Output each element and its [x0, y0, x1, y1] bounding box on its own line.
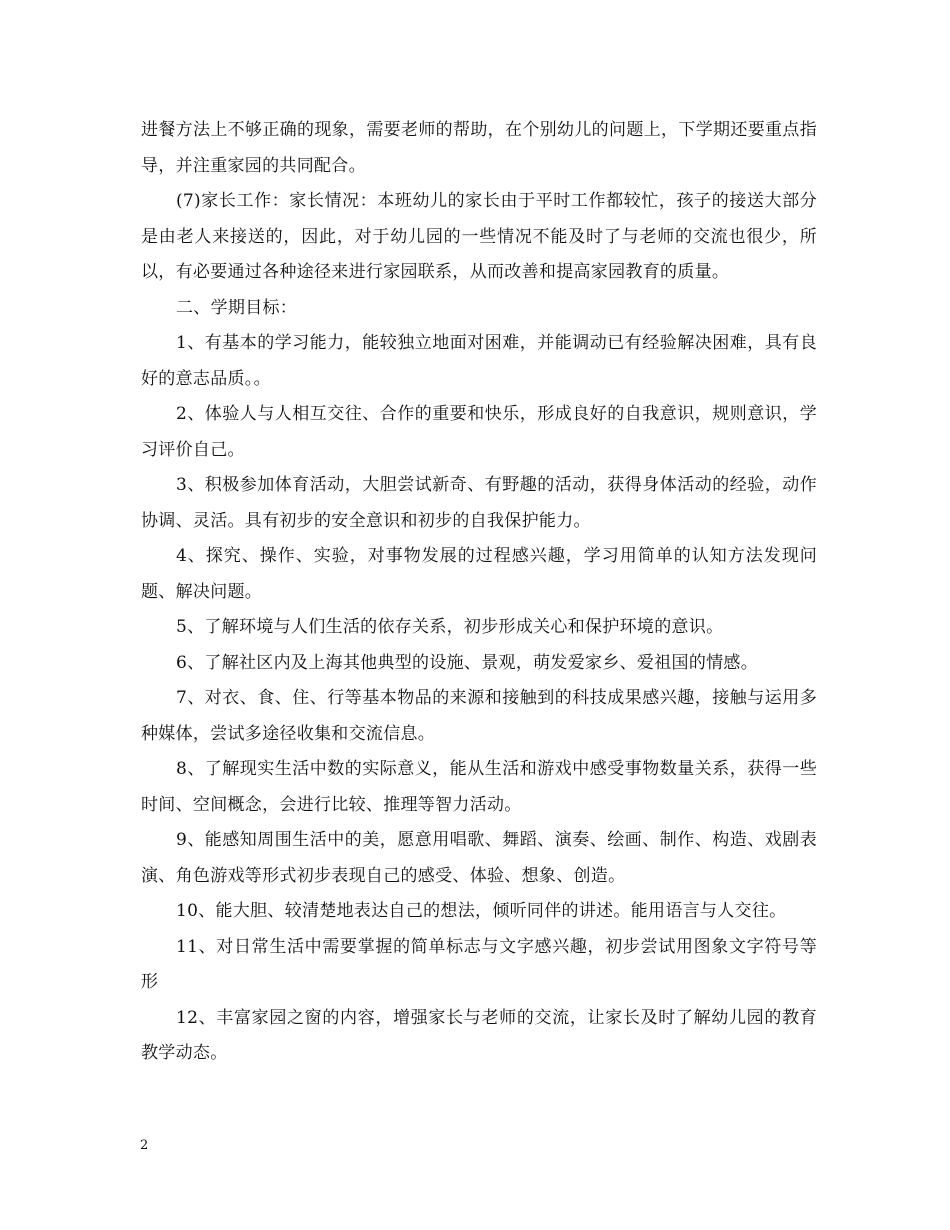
goal-item-7: 7、对衣、食、住、行等基本物品的来源和接触到的科技成果感兴趣，接触与运用多种媒体，尝试多途径收集和交流信息。: [141, 688, 817, 744]
goal-item-8: 8、了解现实生活中数的实际意义，能从生活和游戏中感受事物数量关系，获得一些时间、空间概念，会进行比较、推理等智力活动。: [141, 759, 817, 815]
goal-item-9: 9、能感知周围生活中的美，愿意用唱歌、舞蹈、演奏、绘画、制作、构造、戏剧表演、角色游戏等形式初步表现自己的感受、体验、想象、创造。: [141, 830, 817, 886]
page-number: 2: [140, 1138, 149, 1153]
goal-item-6: 6、了解社区内及上海其他典型的设施、景观，萌发爱家乡、爱祖国的情感。: [176, 652, 759, 673]
document-body: [141, 113, 817, 1072]
paragraph-parent-work: (7)家长工作：家长情况：本班幼儿的家长由于平时工作都较忙，孩子的接送大部分是由老人来接送的，因此，对于幼儿园的一些情况不能及时了与老师的交流也很少，所以，有必要通过各种途径来进行家园联系，从而改善和提高家园教育的质量。: [141, 191, 817, 282]
goal-item-4: 4、探究、操作、实验，对事物发展的过程感兴趣，学习用简单的认知方法发现问题、解决问题。: [141, 546, 817, 602]
paragraph-1: 进餐方法上不够正确的现象，需要老师的帮助，在个别幼儿的问题上，下学期还要重点指导，并注重家园的共同配合。: [141, 120, 817, 176]
goal-item-2: 2、体验人与人相互交往、合作的重要和快乐，形成良好的自我意识，规则意识，学习评价自己。: [141, 404, 817, 460]
goal-item-1: 1、有基本的学习能力，能较独立地面对困难，并能调动已有经验解决困难，具有良好的意志品质。。: [141, 333, 817, 389]
section-heading-term-goals: 二、学期目标：: [176, 297, 298, 318]
goal-item-3: 3、积极参加体育活动，大胆尝试新奇、有野趣的活动，获得身体活动的经验，动作协调、灵活。具有初步的安全意识和初步的自我保护能力。: [141, 475, 817, 531]
goal-item-10: 10、能大胆、较清楚地表达自己的想法，倾听同伴的讲述。能用语言与人交往。: [176, 901, 787, 921]
goal-item-12: 12、丰富家园之窗的内容，增强家长与老师的交流，让家长及时了解幼儿园的教育教学动态。: [141, 1007, 817, 1063]
goal-item-5: 5、了解环境与人们生活的依存关系，初步形成关心和保护环境的意识。: [176, 617, 724, 637]
goal-item-11: 11、对日常生活中需要掌握的简单标志与文字感兴趣，初步尝试用图象文字符号等形: [141, 936, 817, 992]
